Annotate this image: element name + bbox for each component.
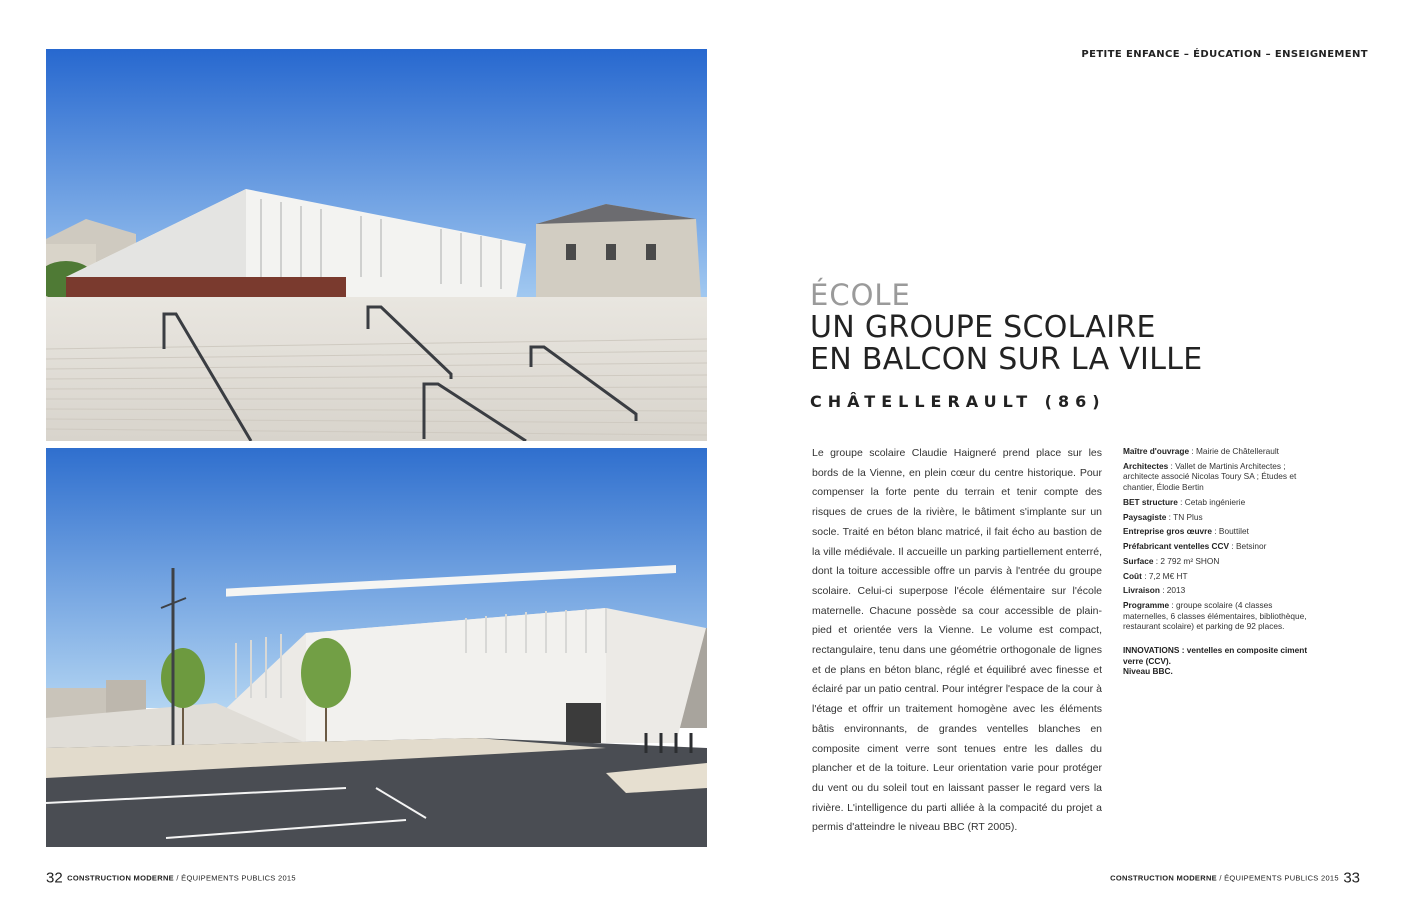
credit-item [1123, 461, 1318, 493]
credit-item [1123, 556, 1318, 567]
credit-value: : 2013 [1159, 585, 1186, 596]
footer-right [1110, 869, 1360, 887]
credit-item [1123, 600, 1318, 632]
credit-item [1123, 446, 1318, 457]
credit-value: : Vallet de Martinis Architectes ; architecte associé Nicolas Toury SA ; Études et chantier, Élodie Bertin [1123, 460, 1297, 492]
credit-value: : Cetab ingénierie [1177, 496, 1246, 507]
page-number-left: 32 [46, 869, 63, 887]
publication-name-left: CONSTRUCTION MODERNE [67, 873, 174, 883]
credit-item [1123, 512, 1318, 523]
credit-label: Architectes [1123, 460, 1169, 471]
article-title-line2: EN BALCON SUR LA VILLE [810, 342, 1203, 377]
credit-value: : 2 792 m² SHON [1153, 555, 1220, 566]
innovations-line1: INNOVATIONS : ventelles en composite ciment verre (CCV). [1123, 645, 1308, 666]
article-category: ÉCOLE [810, 278, 911, 312]
project-credits [1123, 446, 1318, 677]
article-title-line1: UN GROUPE SCOLAIRE [810, 310, 1156, 345]
credit-label: Paysagiste [1123, 511, 1167, 522]
credit-label: Entreprise gros œuvre [1123, 526, 1212, 537]
credit-label: Coût [1123, 570, 1142, 581]
credit-label: Maître d'ouvrage [1123, 446, 1190, 456]
footer-left [46, 869, 296, 887]
issue-name-right: / ÉQUIPEMENTS PUBLICS 2015 [1216, 873, 1339, 883]
credit-item [1123, 497, 1318, 508]
credit-label: Préfabricant ventelles CCV [1123, 541, 1230, 552]
article-body: Le groupe scolaire Claudie Haigneré prend place sur les bords de la Vienne, en plein cœur du centre historique. Pour compenser la forte pente du terrain et tenir compte des risques de crues de la rivière, le bâtiment s'implante sur un socle. Traité en béton blanc matricé, il fait écho au bastion de la ville médiévale. Il accueille un parking partiellement enterré, dont la toiture accessible offre un parvis à l'entrée du groupe scolaire. Celui-ci superpose l'école élémentaire sur l'école maternelle. Chacune possède sa cour accessible de plain-pied et orientée vers la Vienne. Le volume est compact, rectangulaire, tenu dans une géométrie orthogonale de lignes et de plans en béton blanc, réglé et équilibré avec finesse et éclairé par un patio central. Pour intégrer l'espace de la cour à l'étage et offrir un traitement homogène avec les éléments bâtis environnants, de grandes ventelles blanches en composite ciment verre sont tenues entre les dalles du plancher et de la toiture. Leur orientation varie pour protéger du vent ou du soleil tout en laissant passer le regard vers la rivière. L'intelligence du parti alliée à la compacité du projet a permis d'atteindre le niveau BBC (RT 2005). [812, 447, 1102, 834]
credit-item [1123, 571, 1318, 582]
photo-school-stairs [46, 49, 707, 441]
credit-value: : Betsinor [1229, 541, 1267, 552]
credit-label: Livraison [1123, 585, 1160, 596]
issue-name-left: / ÉQUIPEMENTS PUBLICS 2015 [173, 873, 296, 883]
credit-value: : groupe scolaire (4 classes maternelles, 6 classes élémentaires, bibliothèque, restaurant scolaire) et parking de 92 places. [1123, 600, 1307, 632]
innovations-line2: Niveau BBC. [1123, 666, 1173, 677]
credit-item [1123, 526, 1318, 537]
article-city: CHÂTELLERAULT (86) [810, 392, 1106, 411]
credit-label: Programme [1123, 600, 1170, 611]
credit-label: BET structure [1123, 496, 1178, 507]
credit-value: : TN Plus [1166, 511, 1203, 522]
article-title-block [810, 278, 1370, 411]
photo-school-street [46, 448, 707, 847]
credit-value: : Bouttilet [1212, 526, 1249, 537]
credit-label: Surface [1123, 555, 1154, 566]
publication-name-right: CONSTRUCTION MODERNE [1110, 873, 1217, 883]
page-number-right: 33 [1343, 869, 1360, 887]
credit-value: : Mairie de Châtellerault [1189, 446, 1279, 456]
credit-item [1123, 585, 1318, 596]
section-header: PETITE ENFANCE – ÉDUCATION – ENSEIGNEMENT [1081, 49, 1368, 60]
credit-value: : 7,2 M€ HT [1141, 570, 1188, 581]
credit-item [1123, 541, 1318, 552]
innovations-note [1123, 645, 1318, 677]
